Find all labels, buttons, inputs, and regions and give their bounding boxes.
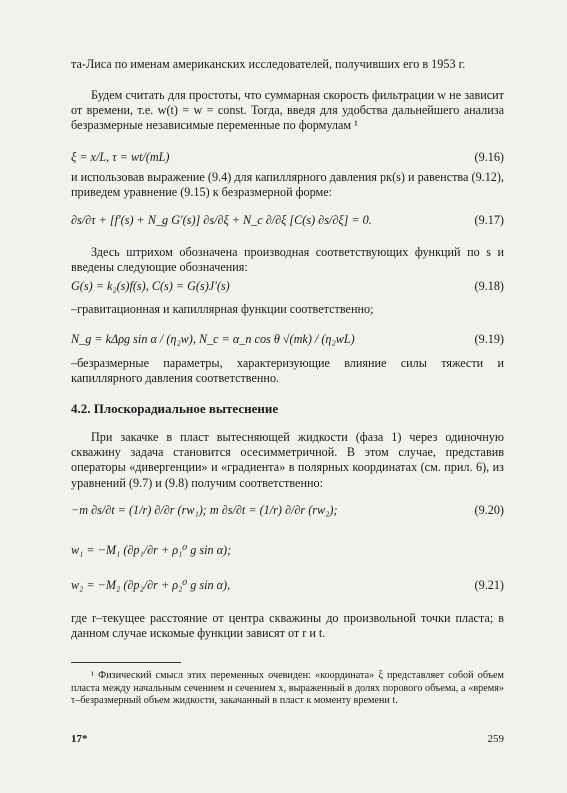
equation-formula: G(s) = k₂(s)f(s), C(s) = G(s)J′(s) — [71, 279, 230, 293]
equation-9-17 — [71, 213, 504, 235]
paragraph-6: –безразмерные параметры, характеризующие влияние силы тяжести и капиллярного давления соответственно. — [71, 356, 504, 386]
footnote-text: ¹ Физический смысл этих переменных очевиден: «координата» ξ представляет собой объем пласта между начальным сечением и сечением x, выраженный в долях порового объема, а «время» τ–безразмерный объем жидкости, закачанный в пласт к моменту времени t. — [71, 670, 504, 707]
equation-9-21 — [71, 578, 504, 600]
footnote — [71, 670, 504, 708]
page-number: 259 — [487, 733, 504, 745]
equation-formula: ∂s/∂τ + [f′(s) + N_g G′(s)] ∂s/∂ξ + N_c ∂/∂ξ [C(s) ∂s/∂ξ] = 0. — [71, 213, 372, 227]
equation-9-18 — [71, 279, 504, 301]
equation-number: (9.19) — [474, 332, 504, 346]
equation-formula: N_g = kΔρg sin α / (η₂w), N_c = α_n cos θ √(mk) / (η₂wL) — [71, 332, 355, 346]
paragraph-5: –гравитационная и капиллярная функции соответственно; — [71, 302, 374, 316]
equation-formula: w₂ = −M₂ (∂p₂/∂r + ρ₂⁰ g sin α), — [71, 578, 231, 592]
signature-mark: 17* — [71, 733, 88, 745]
paragraph-7: При закачке в пласт вытесняющей жидкости (фаза 1) через одиночную скважину задача становится осесимметричной. В этом случае, представив операторы «дивергенции» и «градиента» в полярных координатах (см. прил. 6), из уравнений (9.7) и (9.8) получим соответственно: — [71, 430, 504, 490]
paragraph-2: Будем считать для простоты, что суммарная скорость фильтрации w не зависит от времени, т.е. w(t) = w = const. Тогда, введя для удобства дальнейшего анализа безразмерные независимые переменные по формулам ¹ — [71, 88, 504, 133]
equation-9-20 — [71, 503, 504, 525]
paragraph-8: где r–текущее расстояние от центра скважины до произвольной точки пласта; в данном случае искомые функции зависят от r и t. — [71, 611, 504, 641]
equation-formula: ξ = x/L, τ = wt/(mL) — [71, 150, 170, 164]
equation-number: (9.18) — [474, 279, 504, 293]
equation-9-19 — [71, 332, 504, 354]
footnote-divider — [71, 662, 181, 663]
equation-formula: −m ∂s/∂t = (1/r) ∂/∂r (rw₁); m ∂s/∂t = (1/r) ∂/∂r (rw₂); — [71, 503, 338, 517]
paragraph-4: Здесь штрихом обозначена производная соответствующих функций по s и введены следующие обозначения: — [71, 245, 504, 275]
equation-number: (9.17) — [474, 213, 504, 227]
equation-number: (9.16) — [474, 150, 504, 164]
equation-formula: w₁ = −M₁ (∂p₁/∂r + ρ₁⁰ g sin α); — [71, 543, 232, 557]
equation-number: (9.20) — [474, 503, 504, 517]
paragraph-3: и использовав выражение (9.4) для капиллярного давления pк(s) и равенства (9.12), приведем уравнение (9.15) к безразмерной форме: — [71, 170, 504, 200]
equation-9-16 — [71, 150, 504, 172]
section-heading: 4.2. Плоскорадиальное вытеснение — [71, 401, 279, 416]
equation-9-21a — [71, 543, 504, 565]
equation-number: (9.21) — [474, 578, 504, 592]
paragraph-1: та-Лиса по именам американских исследователей, получивших его в 1953 г. — [71, 57, 466, 71]
